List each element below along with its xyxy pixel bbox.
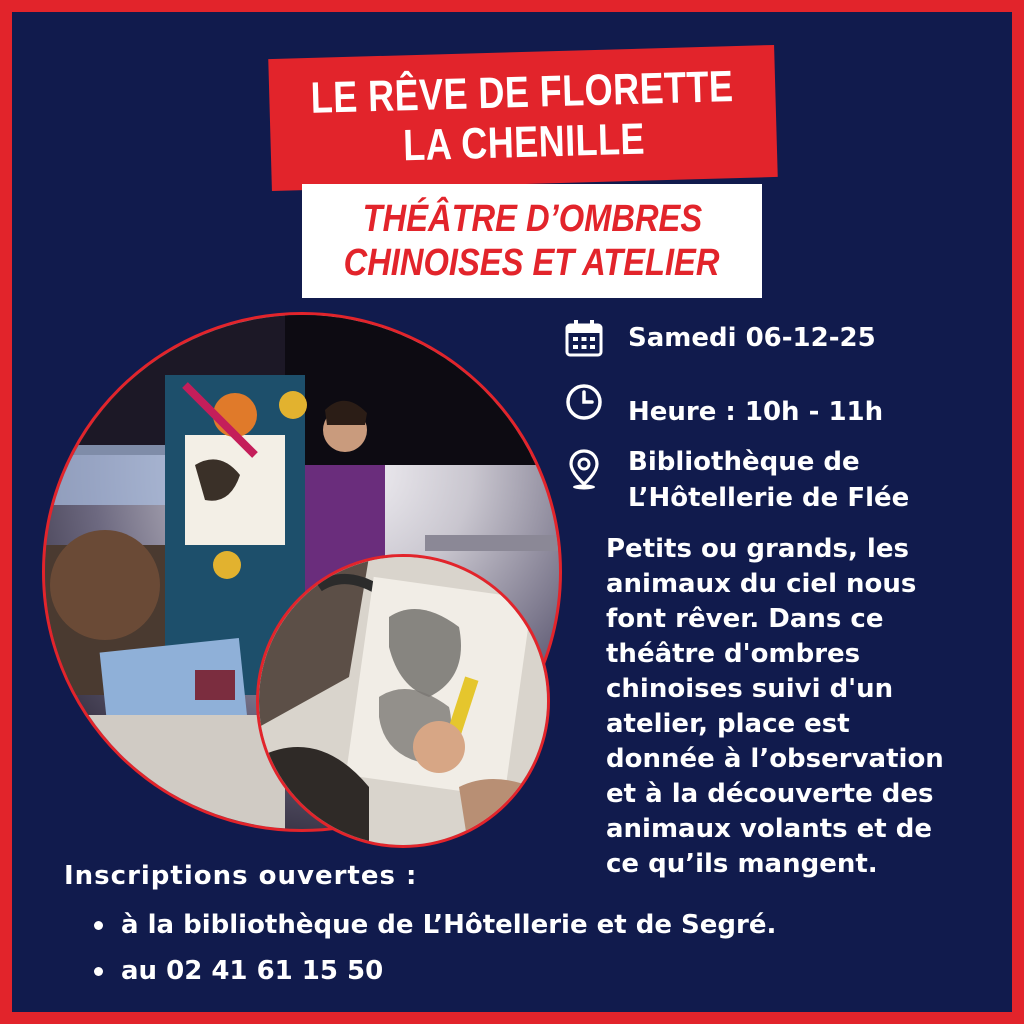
description-line: théâtre d'ombres <box>606 639 861 669</box>
description-line: donnée à l’observation <box>606 744 944 774</box>
time-row <box>564 382 883 430</box>
registration-item-text: à la bibliothèque de L’Hôtellerie et de Segré. <box>121 910 777 940</box>
calendar-icon <box>564 318 604 358</box>
description-line: ce qu’ils mangent. <box>606 849 878 879</box>
registration-title: Inscriptions ouvertes : <box>64 861 418 891</box>
subtitle-line-2: CHINOISES ET ATELIER <box>344 242 720 284</box>
poster-body <box>12 12 1012 1012</box>
event-date: Samedi 06-12-25 <box>628 323 876 353</box>
event-time: Heure : 10h - 11h <box>628 397 884 427</box>
description-line: Petits ou grands, les <box>606 534 909 564</box>
description-line: animaux volants et de <box>606 814 933 844</box>
registration-item <box>94 902 776 948</box>
title-line-1: LE RÊVE DE FLORETTE <box>310 62 735 123</box>
clock-icon <box>564 382 604 422</box>
registration-phone: au 02 41 61 15 50 <box>121 956 384 986</box>
workshop-photo <box>256 554 550 848</box>
description-line: font rêver. Dans ce <box>606 604 884 634</box>
event-description <box>606 532 1006 882</box>
description-line: chinoises suivi d'un <box>606 674 894 704</box>
description-line: animaux du ciel nous <box>606 569 917 599</box>
bullet-icon <box>94 921 103 930</box>
description-line: et à la découverte des <box>606 779 934 809</box>
subtitle-line-1: THÉÂTRE D’OMBRES <box>362 198 702 240</box>
title-line-2: LA CHENILLE <box>402 114 646 171</box>
registration-item <box>94 948 776 994</box>
subtitle-banner <box>302 184 762 298</box>
location-pin-icon <box>564 444 604 492</box>
location-row <box>564 444 909 516</box>
location-line-1: Bibliothèque de <box>628 447 860 477</box>
location-line-2: L’Hôtellerie de Flée <box>628 483 910 513</box>
description-line: atelier, place est <box>606 709 850 739</box>
title-banner <box>268 45 777 191</box>
event-location <box>628 444 909 516</box>
bullet-icon <box>94 967 103 976</box>
workshop-illustration <box>259 557 550 848</box>
date-row <box>564 318 876 358</box>
registration-list <box>94 902 776 994</box>
